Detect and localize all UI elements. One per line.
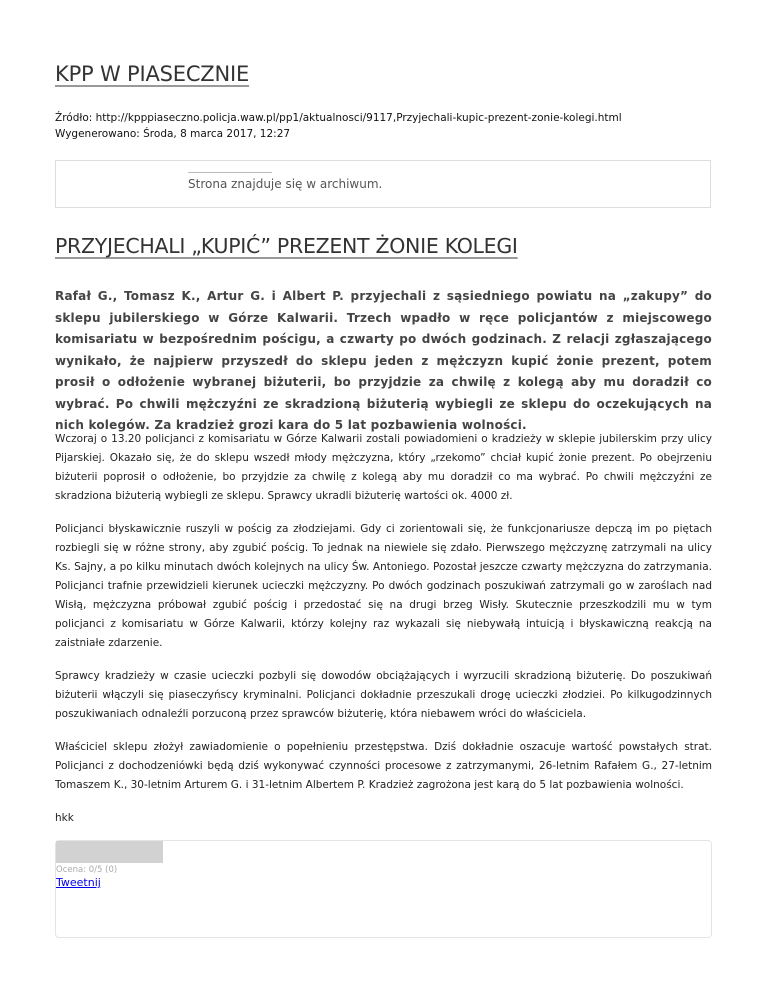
article-body bbox=[55, 430, 712, 842]
article-lead: Rafał G., Tomasz K., Artur G. i Albert P. przyjechali z sąsiedniego powiatu na „zakupy” do sklepu jubilerskiego w Górze Kalwarii. Trzech wpadło w ręce policjantów z miejscowego komisariatu w bezpośrednim pościgu, a czwarty po dwóch godzinach. Z relacji zgłaszającego wynikało, że najpierw przyszedł do sklepu jeden z mężczyzn kupić żonie prezent, potem prosił o odłożenie wybranej biżuterii, bo przyjdzie za chwilę z kolegą aby mu doradził co wybrać. Po chwili mężczyźni ze skradzioną biżuterią wybiegli ze sklepu do oczekujących na nich kolegów. Za kradzież grozi kara do 5 lat pozbawienia wolności. bbox=[55, 289, 712, 432]
rating-panel bbox=[55, 840, 712, 938]
generated-date: Wygenerowano: Środa, 8 marca 2017, 12:27 bbox=[55, 128, 291, 140]
rating-text: Ocena: 0/5 (0) bbox=[56, 865, 118, 875]
archive-notice: Strona znajduje się w archiwum. bbox=[188, 177, 383, 191]
document-meta bbox=[55, 110, 622, 142]
article-paragraph: Sprawcy kradzieży w czasie ucieczki pozbyli się dowodów obciążających i wyrzucili skradzioną biżuterię. Do poszukiwań biżuterii włączyli się piaseczyńscy kryminalni. Policjanci dokładnie przeszukali drogę ucieczki złodziei. Po kilkugodzinnych poszukiwaniach odnaleźli porzuconą przez sprawców biżuterię, która niebawem wróci do właściciela. bbox=[55, 670, 712, 720]
rating-stars[interactable] bbox=[56, 841, 163, 863]
archive-notice-box bbox=[55, 160, 711, 208]
author-signature: hkk bbox=[55, 812, 74, 824]
tweet-link[interactable]: Tweetnij bbox=[56, 876, 101, 889]
source-url: Źródło: http://kpppiaseczno.policja.waw.pl/pp1/aktualnosci/9117,Przyjechali-kupic-prezent-zonie-kolegi.html bbox=[55, 112, 622, 124]
archive-divider bbox=[188, 172, 272, 173]
article-paragraph: Właściciel sklepu złożył zawiadomienie o popełnieniu przestępstwa. Dziś dokładnie oszacuje wartość powstałych strat. Policjanci z dochodzeniówki będą dziś wykonywać czynności procesowe z zatrzymanymi, 26-letnim Rafałem G., 27-letnim Tomaszem K., 30-letnim Arturem G. i 31-letnim Albertem P. Kradzież zagrożona jest karą do 5 lat pozbawienia wolności. bbox=[55, 741, 712, 791]
article-title: PRZYJECHALI „KUPIĆ” PREZENT ŻONIE KOLEGI bbox=[55, 234, 518, 258]
article-paragraph: Policjanci błyskawicznie ruszyli w pościg za złodziejami. Gdy ci zorientowali się, że funkcjonariusze depczą im po piętach rozbiegli się w różne strony, aby zgubić pościg. To jednak na niewiele się zdało. Pierwszego mężczyznę zatrzymali na ulicy Ks. Sajny, a po kilku minutach dwóch kolejnych na ulicy Św. Antoniego. Pozostał jeszcze czwarty mężczyzna do zatrzymania. Policjanci trafnie przewidzieli kierunek ucieczki mężczyzny. Po dwóch godzinach poszukiwań zatrzymali go w zaroślach nad Wisłą, mężczyzna próbował zgubić pościg i przedostać się na drugi brzeg Wisły. Skutecznie przeszkodzili mu w tym policjanci z komisariatu w Górze Kalwarii, którzy kolejny raz wykazali się niebywałą intuicją i błyskawiczną reakcją na zaistniałe zdarzenie. bbox=[55, 523, 712, 649]
article-paragraph: Wczoraj o 13.20 policjanci z komisariatu w Górze Kalwarii zostali powiadomieni o kradzieży w sklepie jubilerskim przy ulicy Pijarskiej. Okazało się, że do sklepu wszedł młody mężczyzna, który „rzekomo” chciał kupić żonie prezent. Po obejrzeniu biżuterii poprosił o odłożenie, bo przyjdzie za chwilę z kolegą aby mu doradził co ma wybrać. Po chwili mężczyźni ze skradziona biżuterią wybiegli ze sklepu. Sprawcy ukradli biżuterię wartości ok. 4000 zł. bbox=[55, 433, 712, 502]
site-title: KPP W PIASECZNIE bbox=[55, 62, 250, 86]
